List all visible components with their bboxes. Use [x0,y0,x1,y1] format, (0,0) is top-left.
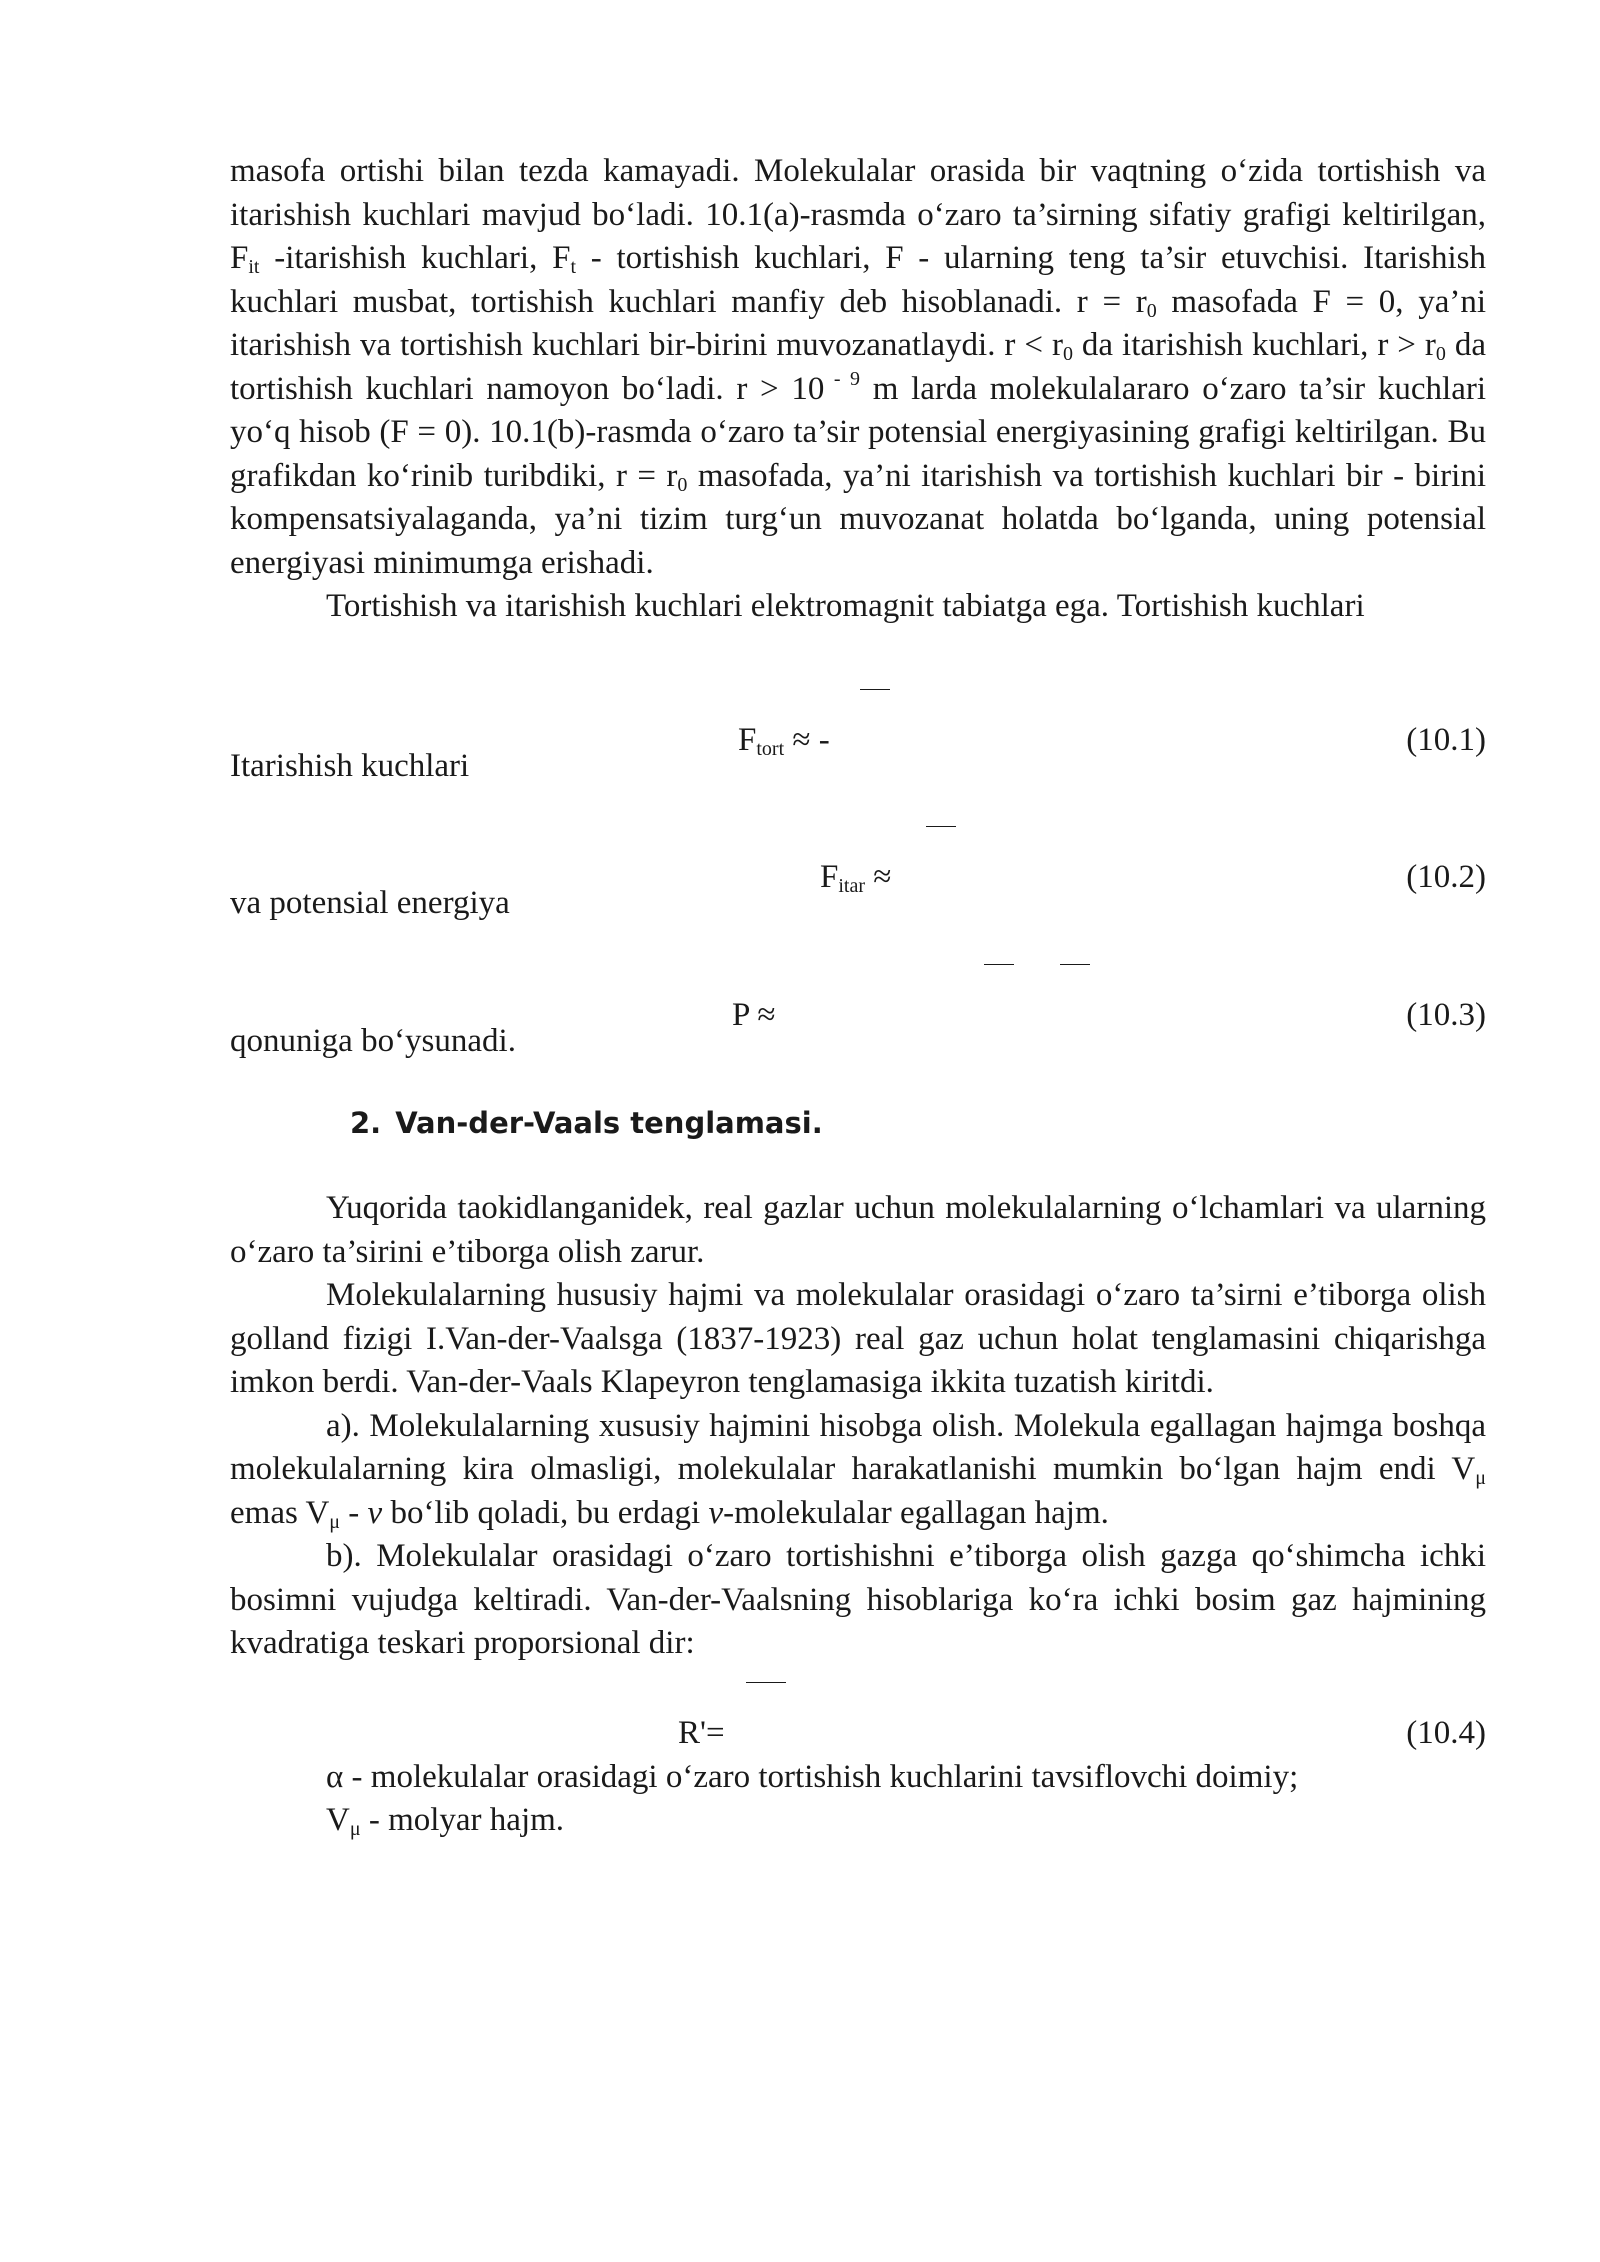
equation-expression: P ≈ [732,996,776,1033]
subscript: 0 [1435,343,1446,365]
superscript: - 9 [824,367,860,390]
fraction-bar [926,826,956,841]
equation-expression: $F_{tort}$ ≈ - [738,721,830,760]
section-heading [350,1103,1486,1143]
document-page [230,150,1486,1843]
equation-10-2 [230,818,1486,914]
paragraph-nature: Tortishish va itarishish kuchlari elektromagnit tabiatga ega. Tortishish kuchlari [326,588,1365,624]
subscript: t [570,256,576,278]
subscript: μ [1475,1467,1486,1489]
equation-number: (10.3) [1406,996,1486,1033]
text: - tortishish kuchlari, F - ularning teng ta’sir etuvchisi. Itarishish kuchlari musbat, tortishish kuchlari manfiy deb hisoblanadi. r = r [230,240,1486,320]
equation-number: (10.4) [1406,1714,1486,1751]
paragraph-forces [230,150,1486,585]
paragraph-volume-correction: a). Molekulalarning xususiy hajmini hisobga olish. Molekula egallagan hajmga boshqa molekulalarning kira olmasligi, molekulalar harakatlanishi mumkin bo‘lgan hajm endi $V_\mu$ emas $V_\mu$ - v bo‘lib qoladi, bu erdagi v-molekulalar egallagan hajm. [230,1407,1486,1533]
subscript: 0 [1062,343,1073,365]
text: da tortishish kuchlari namoyon bo‘ladi. r > 10 [230,327,1486,407]
section-title: Van-der-Vaals tenglamasi. [395,1106,823,1140]
subscript: 0 [677,473,688,496]
fraction-bar [984,964,1014,979]
equation-expression: R'= [678,1714,725,1751]
label-law: qonuniga bo‘ysunadi. [230,1022,516,1059]
variable: v [367,1494,383,1531]
equation-number: (10.2) [1406,859,1486,895]
subscript: 0 [1146,299,1157,322]
text: -itarishish kuchlari, F [259,240,571,276]
equation-10-4 [230,1674,1486,1762]
fraction-bar [860,689,890,704]
fraction-bar [746,1682,786,1697]
section-number: 2. [350,1106,382,1140]
definition-molar-volume: $V_\mu$ - molyar hajm. [326,1802,565,1840]
subscript: it [248,256,260,278]
subscript: itar [838,875,866,897]
text: m larda molekulalararo o‘zaro ta’sir kuchlari yo‘q hisob (F = 0). 10.1(b)-rasmda o‘zaro ta’sir potensial energiyasining grafigi keltirilgan. Bu grafikdan ko‘rinib turibdiki, r = r [230,370,1486,494]
paragraph-van-der-waals: Molekulalarning hususiy hajmi va molekulalar orasidagi o‘zaro ta’sirni e’tiborga olish golland fizigi I.Van-der-Vaalsga (1837-1923) real gaz uchun holat tenglamasini chiqarishga imkon berdi. Van-der-Vaals Klapeyron tenglamasiga ikkita tuzatish kiritdi. [230,1277,1486,1400]
text: da itarishish kuchlari, r > r [1072,327,1436,363]
variable: v [708,1494,724,1531]
paragraph-intro: Yuqorida taokidlanganidek, real gazlar uchun molekulalarning o‘lchamlari va ularning o‘zaro ta’sirini e’tiborga olish zarur. [230,1190,1486,1270]
equation-10-3 [230,956,1486,1052]
label-potential-energy: va potensial energiya [230,885,510,921]
label-repulsion: Itarishish kuchlari [230,747,470,784]
equation-number: (10.1) [1406,721,1486,758]
subscript: μ [329,1510,341,1533]
fraction-bar [1060,964,1090,979]
text: masofada, ya’ni itarishish va tortishish kuchlari bir - birini kompensatsiyalaganda, ya’ni tizim turg‘un muvozanat holatda bo‘lganda, uning potensial energiyasi minimumga erishadi. [230,457,1486,581]
definition-alpha: α - molekulalar orasidagi o‘zaro tortishish kuchlarini tavsiflovchi doimiy; [326,1758,1299,1795]
subscript: tort [756,737,785,760]
equation-10-1 [230,681,1486,777]
equation-expression: $F_{itar}$ ≈ [820,859,892,897]
subscript: μ [349,1818,361,1840]
text: masofa ortishi bilan tezda kamayadi. Molekulalar orasida bir vaqtning o‘zida tortishish va itarishish kuchlari mavjud bo‘ladi. 10.1(a)-rasmda o‘zaro ta’sirning sifatiy grafigi keltirilgan, F [230,153,1486,276]
text: masofada F = 0, ya’ni itarishish va tortishish kuchlari bir-birini muvozanatlaydi. r < r [230,283,1487,363]
paragraph-pressure-correction: b). Molekulalar orasidagi o‘zaro tortishishni e’tiborga olish gazga qo‘shimcha ichki bosimni vujudga keltiradi. Van-der-Vaalsning hisoblariga ko‘ra ichki bosim gaz hajmining kvadratiga teskari proporsional dir: [230,1538,1486,1661]
